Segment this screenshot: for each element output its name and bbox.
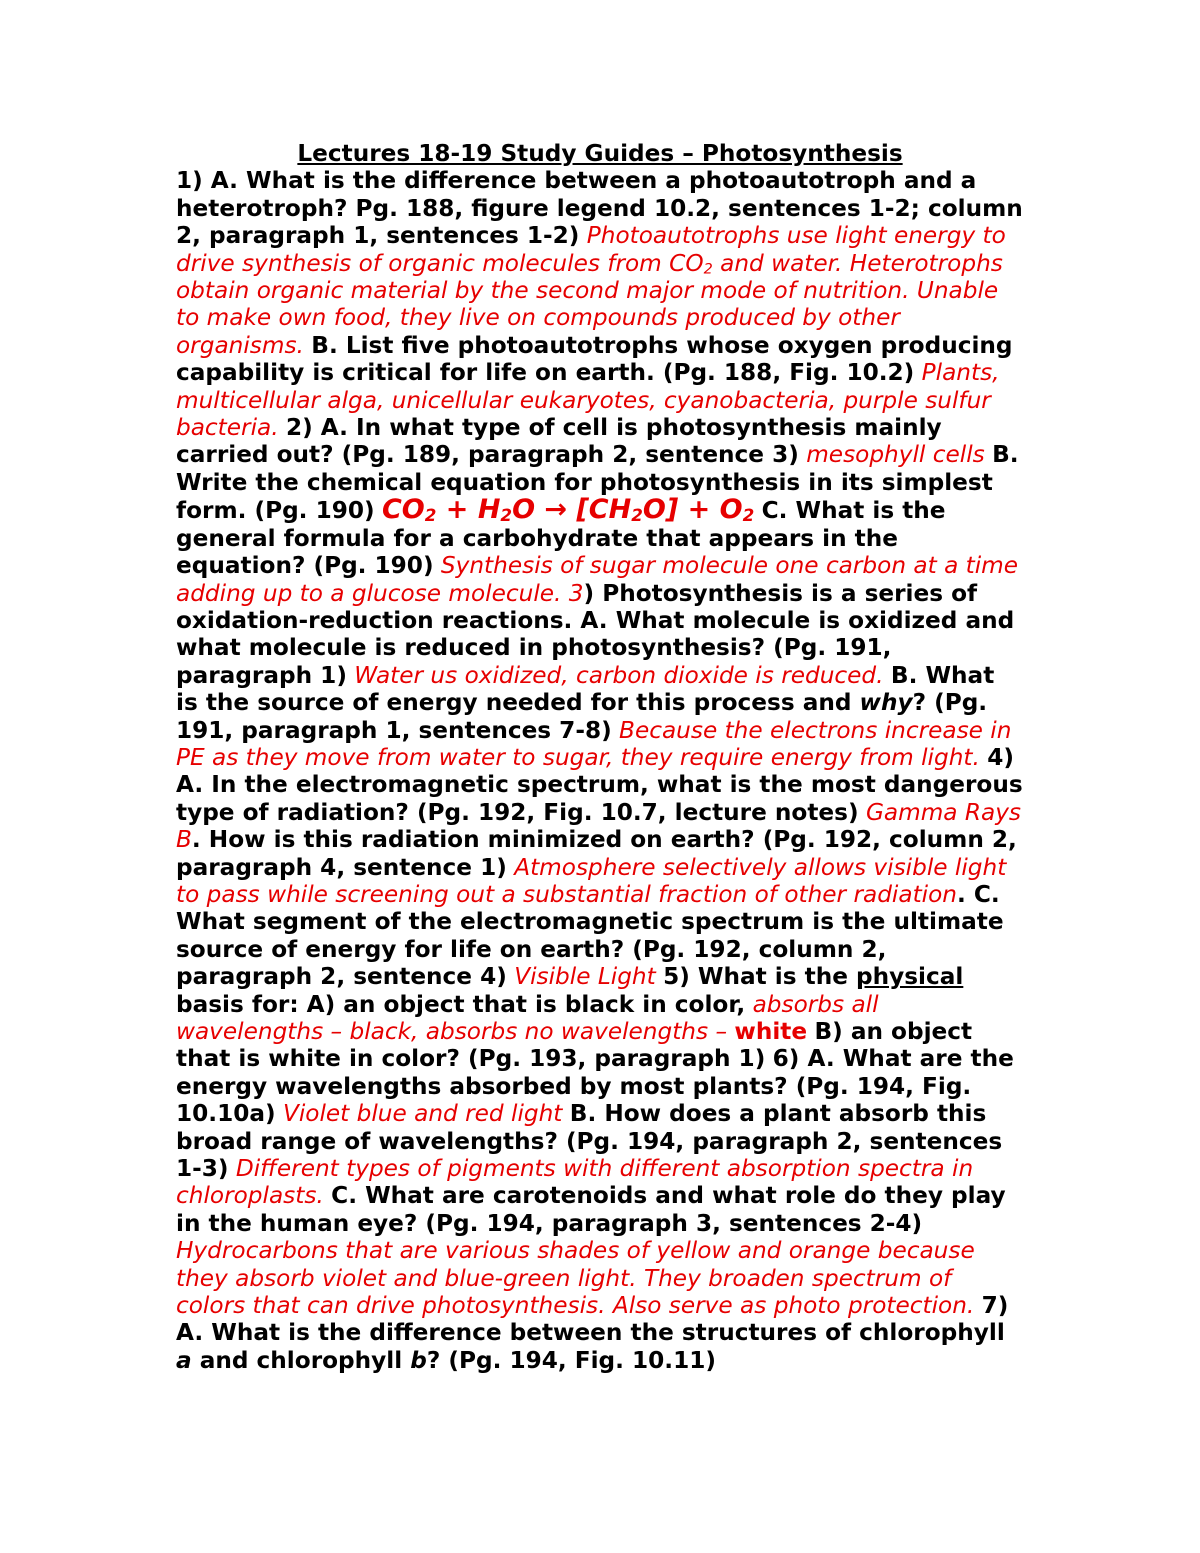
- eq-co: CO: [381, 494, 425, 526]
- question-7-b: b: [410, 1346, 427, 1374]
- eq-sub-2: 2: [500, 505, 513, 526]
- question-6a: 6) A. What are the energy wavelengths absorbed by most plants? (Pg. 194, Fig. 10.10a): [176, 1045, 1014, 1128]
- answer-1b: Plants, multicellular alga, unicellular eukaryotes, cyanobacteria, purple sulfur bacteria.: [176, 359, 1000, 442]
- eq-bracket-ch: [CH: [576, 494, 632, 526]
- question-1a: 1) A. What is the difference between a photoautotroph and a heterotroph? Pg. 188, figure legend 10.2, sentences 1-2; column 2, paragraph 1, sentences 1-2): [176, 167, 1023, 250]
- question-5-part2: basis for: A) an object that is black in color,: [176, 990, 746, 1018]
- eq-plus-h: + H: [445, 494, 501, 526]
- question-5-part3: B) an object that is white in color? (Pg. 193, paragraph 1): [176, 1018, 973, 1073]
- answer-5: absorbs all wavelengths – black, absorbs no wavelengths –: [176, 990, 879, 1045]
- answer-2a: mesophyll cells: [806, 441, 985, 469]
- question-4b: . How is this radiation minimized on earth? (Pg. 192, column 2, paragraph 4, sentence 1): [176, 826, 1017, 881]
- question-2c: C. What is the general formula for a carbohydrate that appears in the equation? (Pg. 190): [176, 497, 946, 580]
- answer-6a: Violet blue and red light: [282, 1100, 563, 1128]
- answer-1a-part1: Photoautotrophs use light energy to drive synthesis of organic molecules from CO: [176, 222, 1006, 277]
- question-3b-part1: B. What is the source of energy needed for this process and: [176, 661, 995, 717]
- question-3b-part2: ? (Pg. 191, paragraph 1, sentences 7-8): [176, 689, 988, 744]
- question-2a: 2) A. In what type of cell is photosynthesis mainly carried out? (Pg. 189, paragraph 2, sentence 3): [176, 414, 942, 469]
- answer-4c: Visible Light: [514, 963, 656, 991]
- eq-o-arrow: O →: [512, 494, 568, 526]
- question-4c: . C. What segment of the electromagnetic spectrum is the ultimate source of energy for life on earth? (Pg. 192, column 2, paragraph 2, sentence 4): [176, 880, 1004, 991]
- question-7-part2: and chlorophyll: [199, 1346, 403, 1374]
- question-7-part1: 7) A. What is the difference between the structures of chlorophyll: [176, 1292, 1009, 1347]
- question-1b: B. List five photoautotrophs whose oxygen producing capability is critical for life on earth. (Pg. 188, Fig. 10.2): [176, 331, 1013, 387]
- question-3b-why: why: [859, 689, 913, 717]
- question-4a: 4) A. In the electromagnetic spectrum, what is the most dangerous type of radiation? (Pg. 192, Fig. 10.7, lecture notes): [176, 743, 1023, 826]
- study-guide-document: [176, 140, 1024, 1374]
- answer-1a-part2: and water. Heterotrophs obtain organic material by the second major mode of nutrition. Unable to make own food, they live on compounds produced by other organisms.: [176, 249, 1003, 359]
- chemical-equation: [382, 494, 754, 525]
- question-5-part1: 5) What is the: [663, 963, 848, 991]
- question-5-physical: physical: [856, 963, 964, 991]
- answer-3a: Water us oxidized, carbon dioxide is reduced.: [354, 661, 884, 689]
- page-title: Lectures 18-19 Study Guides – Photosynthesis: [297, 140, 903, 167]
- question-6b: B. How does a plant absorb this broad range of wavelengths? (Pg. 194, paragraph 2, sentences 1-3): [176, 1100, 1003, 1183]
- question-6c: C. What are carotenoids and what role do they play in the human eye? (Pg. 194, paragraph 3, sentences 2-4): [176, 1182, 1006, 1237]
- question-2b: B. Write the chemical equation for photosynthesis in its simplest form. (Pg. 190): [176, 441, 1019, 525]
- question-3-number: 3: [568, 579, 584, 607]
- answer-5-white: white: [734, 1018, 808, 1045]
- answer-6c: Hydrocarbons that are various shades of yellow and orange because they absorb violet and blue-green light. They broaden spectrum of colors that can drive photosynthesis. Also serve as photo protection.: [176, 1237, 975, 1320]
- answer-3b: Because the electrons increase in PE as they move from water to sugar, they require energy from light.: [176, 716, 1012, 771]
- answer-1a-subscript: 2: [703, 261, 713, 278]
- eq-o-close: O] + O: [642, 494, 743, 526]
- question-3a: ) Photosynthesis is a series of oxidation-reduction reactions. A. What molecule is oxidized and what molecule is reduced in photosynthesis? (Pg. 191, paragraph 1): [176, 579, 1015, 689]
- eq-sub-3: 2: [631, 505, 643, 526]
- answer-6b: Different types of pigments with different absorption spectra in chloroplasts.: [176, 1155, 974, 1210]
- eq-sub-1: 2: [424, 505, 437, 526]
- answer-2c: Synthesis of sugar molecule one carbon at a time adding up to a glucose molecule.: [176, 552, 1019, 607]
- answer-4b: Atmosphere selectively allows visible light to pass while screening out a substantial fraction of other radiation: [176, 853, 1007, 908]
- question-7-part3: ? (Pg. 194, Fig. 10.11): [426, 1346, 716, 1374]
- eq-sub-4: 2: [742, 505, 755, 526]
- document-body: [176, 167, 1024, 1374]
- question-7-a: a: [176, 1346, 192, 1374]
- answer-4a: Gamma Rays B: [176, 798, 1021, 854]
